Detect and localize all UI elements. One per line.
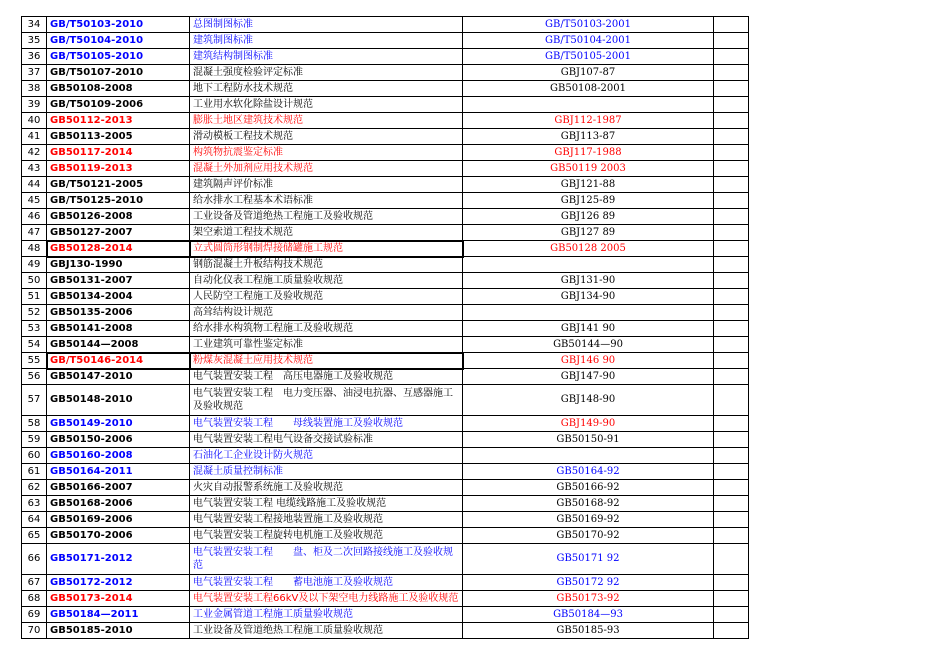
replaced-standard-cell: GB/T50104-2001 xyxy=(463,33,714,49)
standard-name-cell: 电气装置安装工程电气设备交接试验标准 xyxy=(190,432,463,448)
table-row xyxy=(22,337,749,353)
table-row xyxy=(22,480,749,496)
table-row xyxy=(22,369,749,385)
standard-code-cell: GB50150-2006 xyxy=(47,432,190,448)
row-number-cell: 55 xyxy=(22,353,47,369)
standard-name-cell: 电气装置安装工程 电缆线路施工及验收规范 xyxy=(190,496,463,512)
standard-code-cell: GB50172-2012 xyxy=(47,575,190,591)
standard-code-cell: GB/T50146-2014 xyxy=(47,353,190,369)
standard-name-cell: 混凝土质量控制标准 xyxy=(190,464,463,480)
row-number-cell: 42 xyxy=(22,145,47,161)
standard-name-cell: 工业用水软化除盐设计规范 xyxy=(190,97,463,113)
standard-name-cell: 电气装置安装工程接地装置施工及验收规范 xyxy=(190,512,463,528)
table-row xyxy=(22,607,749,623)
row-number-cell: 62 xyxy=(22,480,47,496)
standard-code-cell: GB/T50121-2005 xyxy=(47,177,190,193)
standard-name-cell: 混凝土强度检验评定标准 xyxy=(190,65,463,81)
table-row xyxy=(22,129,749,145)
standard-name-cell: 钢筋混凝土升板结构技术规范 xyxy=(190,257,463,273)
replaced-standard-cell: GBJ126 89 xyxy=(463,209,714,225)
table-row xyxy=(22,289,749,305)
blank-cell xyxy=(714,33,749,49)
standard-name-cell: 滑动模板工程技术规范 xyxy=(190,129,463,145)
table-row xyxy=(22,113,749,129)
row-number-cell: 48 xyxy=(22,241,47,257)
replaced-standard-cell: GB/T50105-2001 xyxy=(463,49,714,65)
standard-name-cell: 膨胀土地区建筑技术规范 xyxy=(190,113,463,129)
standard-code-cell: GB/T50103-2010 xyxy=(47,17,190,33)
blank-cell xyxy=(714,528,749,544)
table-row xyxy=(22,209,749,225)
standard-code-cell: GB50169-2006 xyxy=(47,512,190,528)
row-number-cell: 44 xyxy=(22,177,47,193)
table-row xyxy=(22,193,749,209)
standard-name-cell: 电气装置安装工程旋转电机施工及验收规范 xyxy=(190,528,463,544)
replaced-standard-cell: GB50173-92 xyxy=(463,591,714,607)
standard-name-cell: 工业金属管道工程施工质量验收规范 xyxy=(190,607,463,623)
row-number-cell: 50 xyxy=(22,273,47,289)
row-number-cell: 43 xyxy=(22,161,47,177)
row-number-cell: 35 xyxy=(22,33,47,49)
replaced-standard-cell: GB50108-2001 xyxy=(463,81,714,97)
replaced-standard-cell: GB50150-91 xyxy=(463,432,714,448)
standard-code-cell: GB50127-2007 xyxy=(47,225,190,241)
table-row xyxy=(22,257,749,273)
replaced-standard-cell xyxy=(463,305,714,321)
table-row xyxy=(22,623,749,639)
table-row xyxy=(22,273,749,289)
table-row xyxy=(22,225,749,241)
standard-code-cell: GBJ130-1990 xyxy=(47,257,190,273)
blank-cell xyxy=(714,17,749,33)
replaced-standard-cell: GBJ112-1987 xyxy=(463,113,714,129)
standard-code-cell: GB50117-2014 xyxy=(47,145,190,161)
blank-cell xyxy=(714,544,749,575)
standard-code-cell: GB50113-2005 xyxy=(47,129,190,145)
standard-name-cell: 人民防空工程施工及验收规范 xyxy=(190,289,463,305)
replaced-standard-cell: GB/T50103-2001 xyxy=(463,17,714,33)
blank-cell xyxy=(714,145,749,161)
row-number-cell: 67 xyxy=(22,575,47,591)
replaced-standard-cell xyxy=(463,257,714,273)
table-row xyxy=(22,145,749,161)
standard-code-cell: GB50173-2014 xyxy=(47,591,190,607)
row-number-cell: 40 xyxy=(22,113,47,129)
blank-cell xyxy=(714,289,749,305)
row-number-cell: 49 xyxy=(22,257,47,273)
standard-code-cell: GB/T50104-2010 xyxy=(47,33,190,49)
table-row xyxy=(22,448,749,464)
standard-code-cell: GB50164-2011 xyxy=(47,464,190,480)
standard-name-cell: 给水排水构筑物工程施工及验收规范 xyxy=(190,321,463,337)
blank-cell xyxy=(714,512,749,528)
standard-name-cell: 建筑结构制图标准 xyxy=(190,49,463,65)
standard-code-cell: GB50185-2010 xyxy=(47,623,190,639)
table-row xyxy=(22,575,749,591)
replaced-standard-cell: GBJ121-88 xyxy=(463,177,714,193)
standard-code-cell: GB/T50109-2006 xyxy=(47,97,190,113)
blank-cell xyxy=(714,65,749,81)
standard-name-cell: 构筑物抗震鉴定标准 xyxy=(190,145,463,161)
standard-name-cell: 石油化工企业设计防火规范 xyxy=(190,448,463,464)
table-row xyxy=(22,81,749,97)
table-row xyxy=(22,528,749,544)
blank-cell xyxy=(714,480,749,496)
replaced-standard-cell: GB50184—93 xyxy=(463,607,714,623)
blank-cell xyxy=(714,464,749,480)
replaced-standard-cell: GBJ147-90 xyxy=(463,369,714,385)
standard-name-cell: 电气装置安装工程 高压电器施工及验收规范 xyxy=(190,369,463,385)
table-row xyxy=(22,544,749,575)
standards-table xyxy=(21,16,749,639)
standard-name-cell: 火灾自动报警系统施工及验收规范 xyxy=(190,480,463,496)
standard-code-cell: GB50135-2006 xyxy=(47,305,190,321)
standard-name-cell: 电气装置安装工程 蓄电池施工及验收规范 xyxy=(190,575,463,591)
replaced-standard-cell: GBJ148-90 xyxy=(463,385,714,416)
standard-name-cell: 电气装置安装工程 电力变压器、油浸电抗器、互感器施工及验收规范 xyxy=(190,385,463,416)
row-number-cell: 58 xyxy=(22,416,47,432)
row-number-cell: 64 xyxy=(22,512,47,528)
standard-name-cell: 架空索道工程技术规范 xyxy=(190,225,463,241)
replaced-standard-cell xyxy=(463,448,714,464)
replaced-standard-cell: GBJ125-89 xyxy=(463,193,714,209)
table-row xyxy=(22,321,749,337)
row-number-cell: 37 xyxy=(22,65,47,81)
replaced-standard-cell: GB50170-92 xyxy=(463,528,714,544)
row-number-cell: 36 xyxy=(22,49,47,65)
standard-code-cell: GB50108-2008 xyxy=(47,81,190,97)
blank-cell xyxy=(714,129,749,145)
standard-name-cell: 总图制图标准 xyxy=(190,17,463,33)
table-row xyxy=(22,512,749,528)
standard-code-cell: GB50128-2014 xyxy=(47,241,190,257)
table-row xyxy=(22,305,749,321)
table-row xyxy=(22,97,749,113)
replaced-standard-cell: GBJ131-90 xyxy=(463,273,714,289)
blank-cell xyxy=(714,257,749,273)
replaced-standard-cell: GBJ149-90 xyxy=(463,416,714,432)
standard-code-cell: GB50112-2013 xyxy=(47,113,190,129)
standard-code-cell: GB/T50125-2010 xyxy=(47,193,190,209)
row-number-cell: 46 xyxy=(22,209,47,225)
row-number-cell: 47 xyxy=(22,225,47,241)
blank-cell xyxy=(714,369,749,385)
table-row xyxy=(22,241,749,257)
row-number-cell: 56 xyxy=(22,369,47,385)
standard-code-cell: GB50141-2008 xyxy=(47,321,190,337)
standard-code-cell: GB50160-2008 xyxy=(47,448,190,464)
row-number-cell: 63 xyxy=(22,496,47,512)
standard-name-cell: 电气装置安装工程66kV及以下架空电力线路施工及验收规范 xyxy=(190,591,463,607)
row-number-cell: 69 xyxy=(22,607,47,623)
row-number-cell: 38 xyxy=(22,81,47,97)
replaced-standard-cell: GBJ113-87 xyxy=(463,129,714,145)
replaced-standard-cell: GBJ127 89 xyxy=(463,225,714,241)
standards-table-body xyxy=(22,17,749,639)
blank-cell xyxy=(714,161,749,177)
table-row xyxy=(22,353,749,369)
standard-name-cell: 电气装置安装工程 盘、柜及二次回路接线施工及验收规范 xyxy=(190,544,463,575)
row-number-cell: 70 xyxy=(22,623,47,639)
standard-name-cell: 工业设备及管道绝热工程施工及验收规范 xyxy=(190,209,463,225)
replaced-standard-cell: GBJ107-87 xyxy=(463,65,714,81)
blank-cell xyxy=(714,416,749,432)
row-number-cell: 61 xyxy=(22,464,47,480)
standard-code-cell: GB50149-2010 xyxy=(47,416,190,432)
blank-cell xyxy=(714,353,749,369)
standard-code-cell: GB50147-2010 xyxy=(47,369,190,385)
blank-cell xyxy=(714,225,749,241)
standard-name-cell: 地下工程防水技术规范 xyxy=(190,81,463,97)
replaced-standard-cell xyxy=(463,97,714,113)
table-row xyxy=(22,416,749,432)
blank-cell xyxy=(714,97,749,113)
table-row xyxy=(22,432,749,448)
replaced-standard-cell: GB50119 2003 xyxy=(463,161,714,177)
replaced-standard-cell: GB50169-92 xyxy=(463,512,714,528)
standard-name-cell: 立式圆筒形钢制焊接储罐施工规范 xyxy=(190,241,463,257)
standard-code-cell: GB50168-2006 xyxy=(47,496,190,512)
blank-cell xyxy=(714,496,749,512)
blank-cell xyxy=(714,607,749,623)
blank-cell xyxy=(714,432,749,448)
standard-name-cell: 给水排水工程基本术语标准 xyxy=(190,193,463,209)
blank-cell xyxy=(714,81,749,97)
blank-cell xyxy=(714,575,749,591)
standard-code-cell: GB50148-2010 xyxy=(47,385,190,416)
row-number-cell: 53 xyxy=(22,321,47,337)
standard-name-cell: 高耸结构设计规范 xyxy=(190,305,463,321)
standard-code-cell: GB/T50107-2010 xyxy=(47,65,190,81)
blank-cell xyxy=(714,385,749,416)
row-number-cell: 59 xyxy=(22,432,47,448)
blank-cell xyxy=(714,113,749,129)
row-number-cell: 60 xyxy=(22,448,47,464)
standard-code-cell: GB50119-2013 xyxy=(47,161,190,177)
table-row xyxy=(22,177,749,193)
standard-code-cell: GB50166-2007 xyxy=(47,480,190,496)
standard-code-cell: GB50134-2004 xyxy=(47,289,190,305)
row-number-cell: 66 xyxy=(22,544,47,575)
standard-name-cell: 自动化仪表工程施工质量验收规范 xyxy=(190,273,463,289)
blank-cell xyxy=(714,49,749,65)
replaced-standard-cell: GBJ146 90 xyxy=(463,353,714,369)
table-row xyxy=(22,591,749,607)
standard-code-cell: GB/T50105-2010 xyxy=(47,49,190,65)
replaced-standard-cell: GBJ141 90 xyxy=(463,321,714,337)
table-row xyxy=(22,65,749,81)
row-number-cell: 68 xyxy=(22,591,47,607)
row-number-cell: 41 xyxy=(22,129,47,145)
blank-cell xyxy=(714,305,749,321)
replaced-standard-cell: GB50171 92 xyxy=(463,544,714,575)
table-row xyxy=(22,17,749,33)
replaced-standard-cell: GBJ134-90 xyxy=(463,289,714,305)
blank-cell xyxy=(714,337,749,353)
standard-code-cell: GB50131-2007 xyxy=(47,273,190,289)
standard-code-cell: GB50144—2008 xyxy=(47,337,190,353)
row-number-cell: 34 xyxy=(22,17,47,33)
table-row xyxy=(22,49,749,65)
blank-cell xyxy=(714,177,749,193)
blank-cell xyxy=(714,321,749,337)
table-row xyxy=(22,464,749,480)
replaced-standard-cell: GBJ117-1988 xyxy=(463,145,714,161)
blank-cell xyxy=(714,273,749,289)
replaced-standard-cell: GB50168-92 xyxy=(463,496,714,512)
standard-code-cell: GB50126-2008 xyxy=(47,209,190,225)
blank-cell xyxy=(714,623,749,639)
standard-name-cell: 工业建筑可靠性鉴定标准 xyxy=(190,337,463,353)
row-number-cell: 57 xyxy=(22,385,47,416)
standard-code-cell: GB50170-2006 xyxy=(47,528,190,544)
row-number-cell: 39 xyxy=(22,97,47,113)
row-number-cell: 51 xyxy=(22,289,47,305)
table-row xyxy=(22,385,749,416)
standard-name-cell: 混凝土外加剂应用技术规范 xyxy=(190,161,463,177)
replaced-standard-cell: GB50185-93 xyxy=(463,623,714,639)
blank-cell xyxy=(714,209,749,225)
standard-name-cell: 建筑隔声评价标准 xyxy=(190,177,463,193)
blank-cell xyxy=(714,193,749,209)
replaced-standard-cell: GB50128 2005 xyxy=(463,241,714,257)
standard-name-cell: 工业设备及管道绝热工程施工质量验收规范 xyxy=(190,623,463,639)
table-row xyxy=(22,496,749,512)
blank-cell xyxy=(714,591,749,607)
standard-name-cell: 建筑制图标准 xyxy=(190,33,463,49)
table-row xyxy=(22,33,749,49)
row-number-cell: 52 xyxy=(22,305,47,321)
standard-code-cell: GB50171-2012 xyxy=(47,544,190,575)
blank-cell xyxy=(714,448,749,464)
replaced-standard-cell: GB50164-92 xyxy=(463,464,714,480)
replaced-standard-cell: GB50166-92 xyxy=(463,480,714,496)
table-row xyxy=(22,161,749,177)
row-number-cell: 65 xyxy=(22,528,47,544)
replaced-standard-cell: GB50172 92 xyxy=(463,575,714,591)
standard-name-cell: 粉煤灰混凝土应用技术规范 xyxy=(190,353,463,369)
row-number-cell: 54 xyxy=(22,337,47,353)
replaced-standard-cell: GB50144—90 xyxy=(463,337,714,353)
row-number-cell: 45 xyxy=(22,193,47,209)
standard-name-cell: 电气装置安装工程 母线装置施工及验收规范 xyxy=(190,416,463,432)
standard-code-cell: GB50184—2011 xyxy=(47,607,190,623)
blank-cell xyxy=(714,241,749,257)
